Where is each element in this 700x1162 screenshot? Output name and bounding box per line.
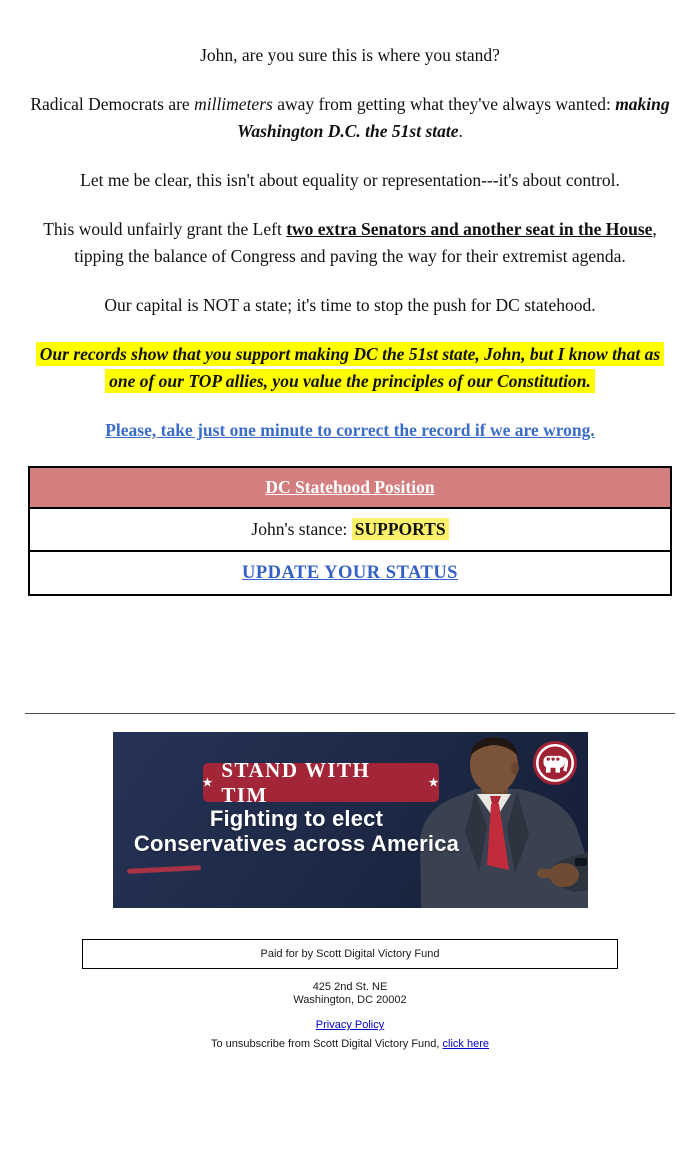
section-divider <box>25 713 675 714</box>
paragraph-senators <box>25 216 675 270</box>
stand-with-tim-banner <box>113 732 588 908</box>
paragraph-records-highlighted <box>25 341 675 395</box>
update-your-status-link[interactable]: UPDATE YOUR STATUS <box>242 563 458 583</box>
stance-value-badge: SUPPORTS <box>352 518 449 540</box>
address-line2: Washington, DC 20002 <box>293 994 407 1006</box>
dc-statehood-position-link[interactable]: DC Statehood Position <box>265 477 435 497</box>
cta-paragraph <box>25 417 675 444</box>
stance-table-header-cell <box>29 467 671 508</box>
emphasis-51st-state: making Washington D.C. the 51st state <box>237 94 670 141</box>
email-footer <box>0 939 700 1050</box>
headline-line1: Fighting to elect <box>209 806 384 831</box>
stand-with-tim-badge <box>202 757 439 807</box>
star-icon: ★ <box>428 777 439 789</box>
stance-cell <box>29 508 671 551</box>
text-segment: . <box>458 121 463 141</box>
intro-question: John, are you sure this is where you stand? <box>200 45 500 65</box>
banner-headline <box>113 806 481 856</box>
paid-for-disclaimer-box <box>82 939 618 969</box>
unsubscribe-text: To unsubscribe from Scott Digital Victory Fund, <box>211 1038 443 1050</box>
paragraph-not-a-state: Our capital is NOT a state; it's time to stop the push for DC statehood. <box>104 295 596 315</box>
star-icon: ★ <box>202 777 213 789</box>
text-segment: Radical Democrats are <box>30 94 195 114</box>
stance-row <box>29 508 671 551</box>
text-segment: This would unfairly grant the Left <box>43 219 287 239</box>
stance-table <box>28 466 672 596</box>
unsubscribe-row <box>0 1038 700 1050</box>
privacy-policy-link[interactable]: Privacy Policy <box>315 1019 385 1031</box>
correct-record-link[interactable]: Please, take just one minute to correct the record if we are wrong. <box>105 420 595 440</box>
stance-table-header-row <box>29 467 671 508</box>
emphasis-millimeters: millimeters <box>194 94 273 114</box>
postal-address <box>0 981 700 1007</box>
paragraph-radical-democrats <box>25 91 675 145</box>
update-status-row <box>29 551 671 595</box>
unsubscribe-link[interactable]: click here <box>442 1038 489 1050</box>
text-segment: , tipping the balance of Congress and paving the way for their extremist agenda. <box>74 219 657 266</box>
paid-for-text: Paid for by Scott Digital Victory Fund <box>260 948 440 960</box>
address-line1: 425 2nd St. NE <box>312 981 388 993</box>
emphasis-two-senators: two extra Senators and another seat in the House <box>286 219 653 239</box>
privacy-row <box>0 1019 700 1031</box>
gop-elephant-icon <box>532 740 578 786</box>
badge-text: STAND WITH TIM <box>221 757 371 807</box>
highlighted-records-text: Our records show that you support making DC the 51st state, John, but I know that as one of our TOP allies, you value the principles of our Constitution. <box>36 342 664 393</box>
paragraph-about-control: Let me be clear, this isn't about equality or representation---it's about control. <box>80 170 620 190</box>
headline-line2: Conservatives across America <box>133 831 460 856</box>
update-status-cell <box>29 551 671 595</box>
text-segment: away from getting what they've always wanted: <box>272 94 616 114</box>
stance-label: John's stance: <box>251 519 352 539</box>
